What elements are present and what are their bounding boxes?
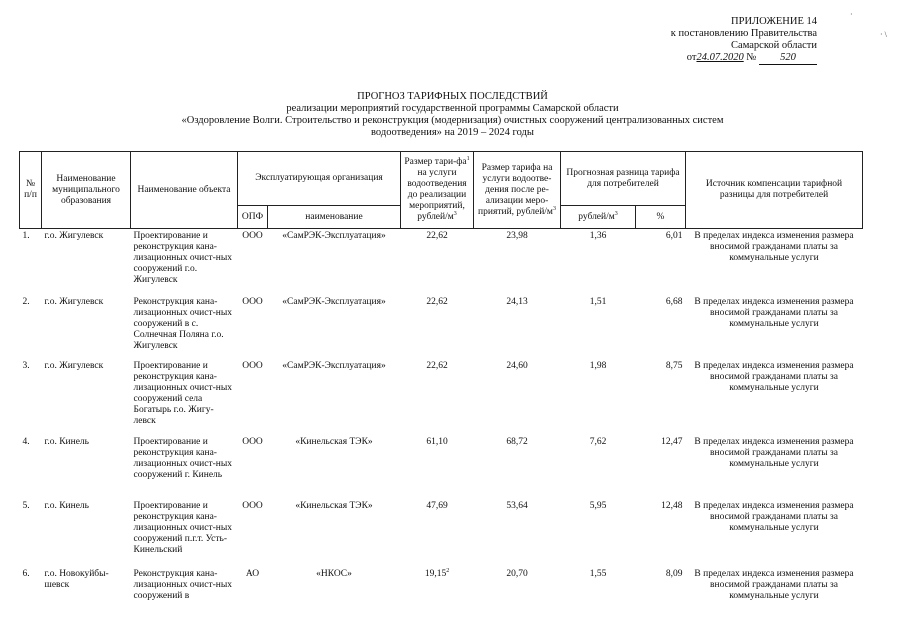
row-source: В пределах индекса изменения размера вносимой гражданами платы за коммунальные услуги [694, 296, 854, 329]
row-num: 3. [22, 360, 30, 371]
row-diff-rub: 5,95 [589, 500, 607, 511]
date-value: 24.07.2020 [696, 52, 744, 63]
row-org-name: «СамРЭК-Эксплуатация» [282, 360, 386, 371]
header-object: Наименование объекта [131, 152, 238, 229]
row-object: Проектирование и реконструкция кана-лизационных очист-ных сооружений г. Кинель [133, 436, 233, 480]
row-municipality: г.о. Жигулевск [44, 231, 104, 241]
table-row [20, 229, 863, 295]
number-value: 520 [759, 52, 817, 65]
row-opf: ООО [242, 436, 263, 447]
row-tariff-after: 53,64 [506, 500, 528, 511]
row-org-name: «Кинельская ТЭК» [295, 436, 373, 447]
appendix-title: ПРИЛОЖЕНИЕ 14 [731, 16, 817, 27]
row-tariff-before [401, 295, 474, 359]
row-municipality: г.о. Новокуйбы-шевск [44, 568, 109, 590]
header-tariff-after: Размер тарифа на услуги водоотве-дения после ре-ализации меро-приятий, рублей/$м^3$ [474, 152, 561, 229]
row-tariff-before [401, 229, 474, 295]
row-num: 1. [22, 231, 30, 241]
row-opf: ООО [242, 360, 263, 371]
number-prefix: № [746, 52, 757, 63]
row-diff-pct: 12,48 [661, 500, 683, 511]
row-object: Проектирование и реконструкция кана-лизационных очист-ных сооружений г.о. Жигулевск [133, 231, 233, 285]
title-line-3: «Оздоровление Волги. Строительство и реконструкция (модернизация) очистных сооружений централизованных систем [181, 115, 724, 126]
tariff-before-value: 47,69 [426, 500, 448, 511]
row-diff-rub: 1,55 [589, 568, 607, 579]
row-tariff-before [401, 567, 474, 607]
header-municipality: Наименование муниципального образования [42, 152, 131, 229]
tariff-before-value: 22,62 [426, 296, 448, 307]
row-tariff-before [401, 499, 474, 567]
row-tariff-before [401, 359, 474, 435]
table-row [20, 499, 863, 567]
tariff-before-value: 61,10 [426, 436, 448, 447]
appendix-line-2: к постановлению Правительства [670, 28, 817, 39]
row-opf: ООО [242, 231, 263, 241]
row-diff-pct: 6,68 [665, 296, 683, 307]
row-num: 6. [22, 568, 30, 579]
title-line-2: реализации мероприятий государственной программы Самарской области [286, 103, 619, 114]
date-prefix: от [686, 52, 697, 63]
header-forecast-diff: Прогнозная разница тарифа для потребителей [561, 152, 686, 206]
row-diff-rub: 7,62 [589, 436, 607, 447]
row-object: Реконструкция кана-лизационных очист-ных сооружений в с. Солнечная Поляна г.о. Жигулевск [133, 296, 233, 351]
row-org-name: «СамРЭК-Эксплуатация» [282, 296, 386, 307]
row-diff-pct: 12,47 [661, 436, 683, 447]
row-diff-rub: 1,51 [589, 296, 607, 307]
tariff-table [19, 151, 863, 607]
header-opf: ОПФ [238, 206, 268, 229]
row-org-name: «Кинельская ТЭК» [295, 500, 373, 511]
table-row [20, 435, 863, 499]
row-source: В пределах индекса изменения размера вносимой гражданами платы за коммунальные услуги [694, 568, 854, 601]
title-line-4: водоотведения» на 2019 – 2024 годы [371, 127, 534, 138]
row-num: 4. [22, 436, 30, 447]
tariff-before-value: 22,62 [426, 360, 448, 371]
row-diff-pct: 8,75 [665, 360, 683, 371]
row-object: Реконструкция кана-лизационных очист-ных сооружений в [133, 568, 233, 601]
row-tariff-after: 24,13 [506, 296, 528, 307]
row-opf: АО [245, 568, 260, 579]
appendix-line-3: Самарской области [731, 40, 817, 51]
row-tariff-after: 20,70 [506, 568, 528, 579]
table-row [20, 295, 863, 359]
row-tariff-after: 23,98 [506, 231, 528, 241]
document-title [0, 91, 905, 139]
header-source: Источник компенсации тарифной разницы для потребителей [686, 152, 863, 229]
tariff-before-value: 22,62 [426, 231, 448, 241]
row-source: В пределах индекса изменения размера вносимой гражданами платы за коммунальные услуги [694, 231, 854, 263]
header-percent: % [636, 206, 686, 229]
row-municipality: г.о. Жигулевск [44, 360, 104, 371]
title-line-1: ПРОГНОЗ ТАРИФНЫХ ПОСЛЕДСТВИЙ [357, 91, 548, 102]
row-num: 5. [22, 500, 30, 511]
scan-mark-2: · \ [880, 30, 887, 39]
footnote-mark: 2 [446, 567, 450, 574]
row-diff-rub: 1,36 [589, 231, 607, 241]
row-diff-rub: 1,98 [589, 360, 607, 371]
row-diff-pct: 6,01 [665, 231, 683, 241]
row-source: В пределах индекса изменения размера вносимой гражданами платы за коммунальные услуги [694, 436, 854, 469]
header-rub-m3: рублей/$м^3$ [561, 206, 636, 229]
row-municipality: г.о. Кинель [44, 436, 89, 447]
scan-mark: · [850, 10, 853, 19]
tariff-before-value: 19,15 [424, 568, 447, 579]
header-tariff-before: Размер тари-$фа^1$ на услуги водоотведения до реализации мероприятий, рублей/$м^3$ [401, 152, 474, 229]
row-tariff-after: 68,72 [506, 436, 528, 447]
row-source: В пределах индекса изменения размера вносимой гражданами платы за коммунальные услуги [694, 500, 854, 533]
row-source: В пределах индекса изменения размера вносимой гражданами платы за коммунальные услуги [694, 360, 854, 393]
header-org-name: наименование [268, 206, 401, 229]
row-opf: ООО [242, 500, 263, 511]
appendix-block [627, 16, 817, 65]
table-row [20, 567, 863, 607]
row-org-name: «СамРЭК-Эксплуатация» [282, 231, 386, 241]
row-org-name: «НКОС» [316, 568, 352, 579]
row-object: Проектирование и реконструкция кана-лизационных очист-ных сооружений села Богатырь г.о. Жигу-левск [133, 360, 233, 426]
row-object: Проектирование и реконструкция кана-лизационных очист-ных сооружений п.г.т. Усть-Кинельский [133, 500, 233, 555]
row-num: 2. [22, 296, 30, 307]
header-num: № п/п [20, 152, 42, 229]
row-tariff-after: 24,60 [506, 360, 528, 371]
row-municipality: г.о. Жигулевск [44, 296, 104, 307]
row-tariff-before [401, 435, 474, 499]
row-opf: ООО [242, 296, 263, 307]
table-row [20, 359, 863, 435]
header-operator: Эксплуатирующая организация [238, 152, 401, 206]
appendix-date-line [627, 52, 817, 65]
row-municipality: г.о. Кинель [44, 500, 89, 511]
row-diff-pct: 8,09 [665, 568, 683, 579]
